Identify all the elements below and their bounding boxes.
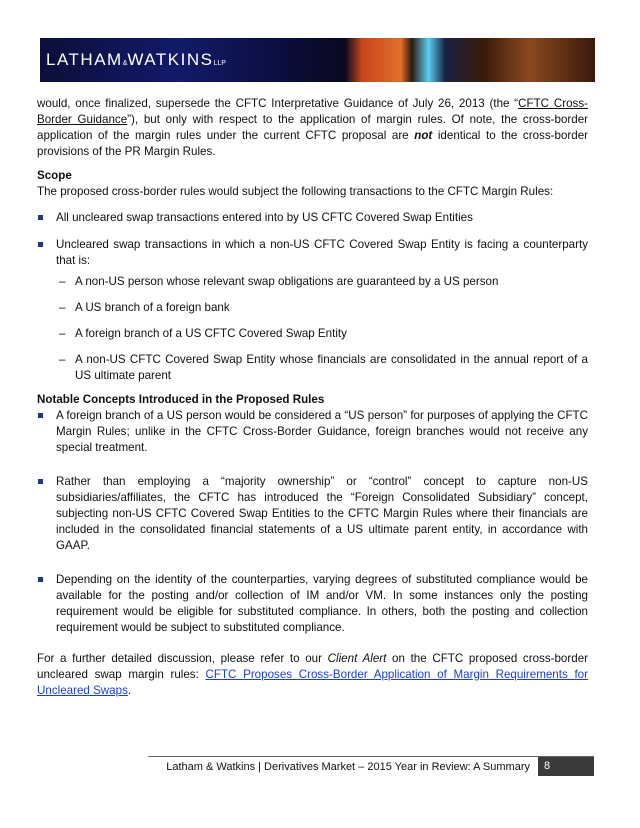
logo-suffix: LLP xyxy=(213,60,226,67)
latham-watkins-logo xyxy=(46,50,226,70)
text: For a further detailed discussion, please refer to our xyxy=(37,652,328,665)
scope-bullet xyxy=(37,237,588,269)
concepts-bullet xyxy=(37,474,588,554)
client-alert-link[interactable]: CFTC Proposes Cross-Border Application of Margin Requirements for Uncleared Swaps xyxy=(37,668,588,697)
bullet-text: Depending on the identity of the counterparties, varying degrees of substituted compliance would be available for the posting and/or collection of IM and/or VM. In some instances only the posting requirement would be eligible for substituted compliance. In others, both the posting and collection requirement would be subject to substituted compliance. xyxy=(56,573,588,634)
page-number: 8 xyxy=(538,757,594,776)
text: . xyxy=(127,684,132,697)
scope-lead: The proposed cross-border rules would subject the following transactions to the CFTC Margin Rules: xyxy=(37,185,554,198)
emphasis: not xyxy=(414,129,433,142)
scope-bullet xyxy=(37,210,588,226)
defined-term: CFTC Cross-Border Guidance xyxy=(37,97,588,126)
dash-marker: – xyxy=(59,327,66,340)
concepts-heading: Notable Concepts Introduced in the Proposed Rules xyxy=(37,393,325,406)
header-banner xyxy=(40,38,595,82)
text: on the CFTC proposed cross-border uncleared swap margin rules: xyxy=(37,652,588,681)
text: would, once finalized, supersede the CFTC Interpretative Guidance of July 26, 2013 (the “ xyxy=(37,97,519,110)
bullet-marker-icon xyxy=(38,242,43,247)
footer-text: Latham & Watkins | Derivatives Market – 2015 Year in Review: A Summary xyxy=(166,761,530,773)
bullet-marker-icon xyxy=(38,577,43,582)
bullet-text: All uncleared swap transactions entered into by US CFTC Covered Swap Entities xyxy=(56,211,473,224)
intro-paragraph xyxy=(37,96,588,160)
bullet-text: Rather than employing a “majority ownership” or “control” concept to capture non-US subsidiaries/affiliates, the CFTC has introduced the “Foreign Consolidated Subsidiary” concept, subjecting non-US CFTC Covered Swap Entities to the CFTC Margin Rules where their financials are included in the consolidated financial statements of a US ultimate parent entity, in accordance with GAAP. xyxy=(56,475,588,552)
subitem-text: A US branch of a foreign bank xyxy=(75,301,230,314)
scope-subitem xyxy=(56,300,588,316)
concepts-bullet xyxy=(37,572,588,636)
dash-marker: – xyxy=(59,301,66,314)
scope-subitem xyxy=(56,352,588,384)
scope-heading: Scope xyxy=(37,169,72,182)
body-content xyxy=(37,96,588,699)
bullet-marker-icon xyxy=(38,215,43,220)
text: identical to the cross-border provisions of the PR Margin Rules. xyxy=(37,129,589,158)
client-alert-text: Client Alert xyxy=(327,652,387,665)
subitem-text: A non-US person whose relevant swap obligations are guaranteed by a US person xyxy=(75,275,499,288)
footer-divider xyxy=(148,756,594,757)
logo-amp: & xyxy=(122,60,128,67)
bullet-marker-icon xyxy=(38,479,43,484)
bullet-text: Uncleared swap transactions in which a non-US CFTC Covered Swap Entity is facing a counterparty that is: xyxy=(56,238,588,267)
concepts-bullet xyxy=(37,408,588,456)
subitem-text: A non-US CFTC Covered Swap Entity whose financials are consolidated in the annual report of a US ultimate parent xyxy=(75,353,588,382)
bullet-text: A foreign branch of a US person would be considered a “US person” for purposes of applying the CFTC Margin Rules; unlike in the CFTC Cross-Border Guidance, foreign branches would not receive any special treatment. xyxy=(56,409,588,454)
dash-marker: – xyxy=(59,353,66,366)
scope-subitem xyxy=(56,326,588,342)
logo-text-2: WATKINS xyxy=(127,50,214,69)
scope-subitem xyxy=(56,274,588,290)
subitem-text: A foreign branch of a US CFTC Covered Swap Entity xyxy=(75,327,347,340)
closing-paragraph xyxy=(37,651,588,699)
bullet-marker-icon xyxy=(38,413,43,418)
logo-text: LATHAM xyxy=(46,50,123,69)
text: ”), but only with respect to the application of margin rules. Of note, the cross-border application of the margin rules under the current CFTC proposal are xyxy=(37,113,589,142)
dash-marker: – xyxy=(59,275,66,288)
